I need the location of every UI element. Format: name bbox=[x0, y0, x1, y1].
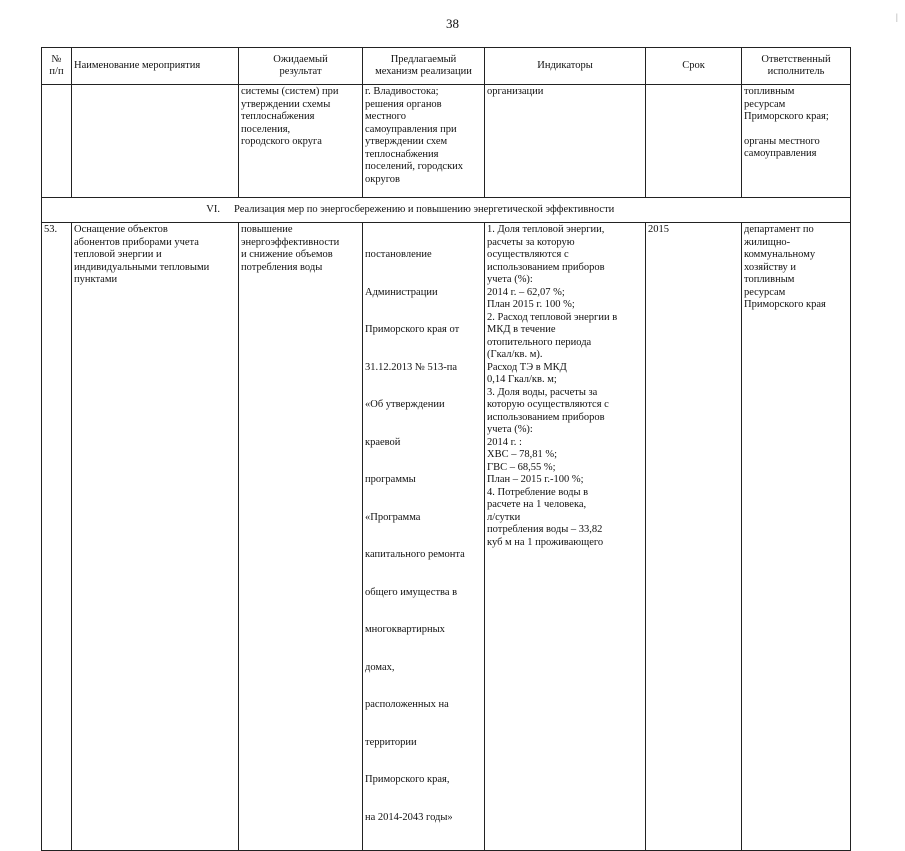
cont-term-cell bbox=[646, 85, 742, 198]
table-row-continuation bbox=[42, 85, 851, 198]
page-number: 38 bbox=[446, 16, 459, 31]
section-heading-row bbox=[42, 198, 851, 223]
row-53-indicators: 1. Доля тепловой энергии, расчеты за которую осуществляются с использованием приборов учета (%): 2014 г. – 62,07 %; План 2015 г. 100 %; 2. Расход тепловой энергии в МКД в течение отопительного периода (Гкал/кв. м). Расход ТЭ в МКД 0,14 Гкал/кв. м; 3. Доля воды, расчеты за которую осуществляются с использованием приборов учета (%): 2014 г. : ХВС – 78,81 %; ГВС – 68,55 %; План – 2015 г.-100 %; 4. Потребление воды в расчете на 1 человека, л/сутки потребления воды – 33,82 куб м на 1 проживающего bbox=[485, 223, 646, 851]
cont-indicators-cell: организации bbox=[485, 85, 646, 198]
header-name: Наименование мероприятия bbox=[72, 48, 239, 85]
table-header-row bbox=[42, 48, 851, 85]
row-53-number: 53. bbox=[42, 223, 72, 851]
cont-number-cell bbox=[42, 85, 72, 198]
header-responsible: Ответственный исполнитель bbox=[742, 48, 851, 85]
section-heading-cell bbox=[42, 198, 851, 223]
header-term: Срок bbox=[646, 48, 742, 85]
cont-result-cell: системы (систем) при утверждении схемы теплоснабжения поселения, городского округа bbox=[239, 85, 363, 198]
scan-edge-mark: | bbox=[896, 12, 898, 22]
row-53-name: Оснащение объектов абонентов приборами учета тепловой энергии и индивидуальными тепловыми пунктами bbox=[72, 223, 239, 851]
measures-table-wrapper bbox=[41, 47, 850, 851]
row-53-mechanism: постановление Администрации Приморского края от 31.12.2013 № 513-па «Об утверждении краевой программы «Программа капитального ремонта общего имущества в многоквартирных домах, расположенных на территории Приморского края, на 2014-2043 годы» bbox=[363, 223, 485, 851]
measures-table bbox=[41, 47, 851, 851]
header-result: Ожидаемый результат bbox=[239, 48, 363, 85]
header-number: № п/п bbox=[42, 48, 72, 85]
row-53-responsible: департамент по жилищно- коммунальному хозяйству и топливным ресурсам Приморского края bbox=[742, 223, 851, 851]
row-53-term: 2015 bbox=[646, 223, 742, 851]
header-mechanism: Предлагаемый механизм реализации bbox=[363, 48, 485, 85]
cont-name-cell bbox=[72, 85, 239, 198]
header-indicators: Индикаторы bbox=[485, 48, 646, 85]
cont-responsible-cell: топливным ресурсам Приморского края; органы местного самоуправления bbox=[742, 85, 851, 198]
section-title: Реализация мер по энергосбережению и повышению энергетической эффективности bbox=[234, 203, 615, 215]
cont-mechanism-cell: г. Владивостока; решения органов местного самоуправления при утверждении схем теплоснабжения поселений, городских округов bbox=[363, 85, 485, 198]
table-row-53 bbox=[42, 223, 851, 851]
section-roman-numeral: VI. bbox=[206, 203, 220, 215]
row-53-result: повышение энергоэффективности и снижение объемов потребления воды bbox=[239, 223, 363, 851]
